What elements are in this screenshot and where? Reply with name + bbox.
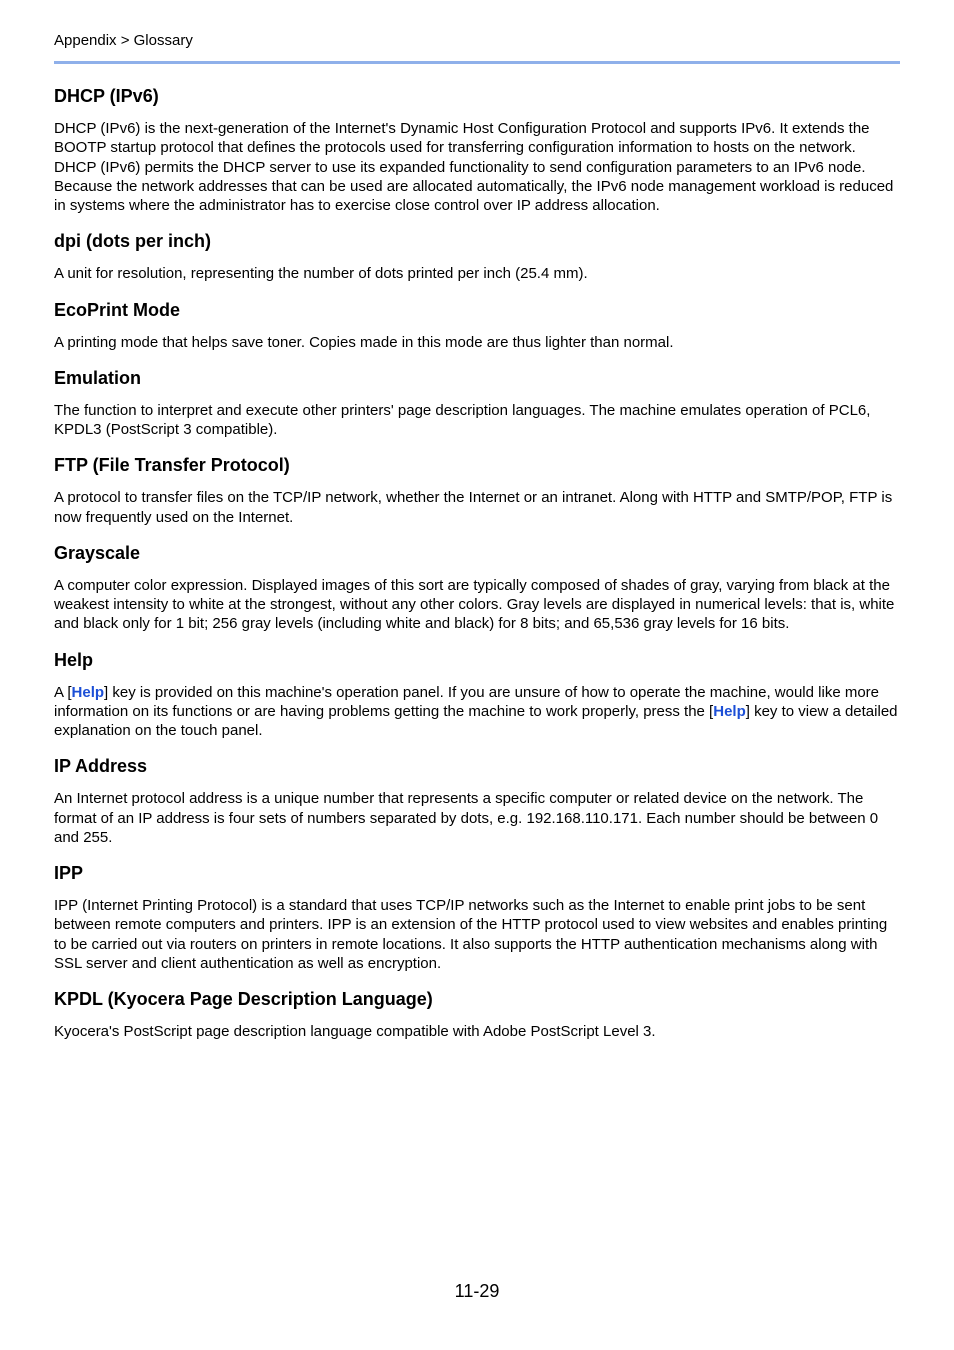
entry-term: Emulation	[54, 367, 142, 388]
entry-term: EcoPrint Mode	[54, 299, 181, 320]
header-divider	[54, 61, 900, 64]
entry-definition: A computer color expression. Displayed images of this sort are typically composed of shades of gray, varying from black at the weakest intensity to white at the strongest, without any other colors. Gray levels are displayed in numerical levels: that is, white and black only for 1 bit; 256 gray levels (including white and black) for 8 bits; and 65,536 gray levels for 16 bits.	[54, 576, 895, 633]
help-key-reference[interactable]: Help	[713, 702, 746, 720]
entry-term: IPP	[54, 863, 84, 883]
entry-definition: Kyocera's PostScript page description language compatible with Adobe PostScript Level 3.	[54, 1023, 656, 1040]
glossary-entry-ipp	[54, 861, 900, 973]
entry-definition: An Internet protocol address is a unique number that represents a specific computer or related device on the network. The format of an IP address is four sets of numbers separated by dots, e.g. 192.168.110.171. Each number should be between 0 and 255.	[54, 790, 879, 846]
entry-definition: IPP (Internet Printing Protocol) is a standard that uses TCP/IP networks such as the Internet to enable print jobs to be sent between remote computers and printers. IPP is an extension of the HTTP protocol used to view websites and enables printing to be carried out via routers on printers in remote locations. It also supports the HTTP authentication mechanisms along with SSL server and client authentication as well as encryption.	[54, 897, 888, 972]
glossary-content	[54, 84, 900, 1055]
entry-term: DHCP (IPv6)	[54, 86, 159, 106]
help-key-reference[interactable]: Help	[71, 683, 105, 701]
entry-definition: The function to interpret and execute other printers' page description languages. The machine emulates operation of PCL6, KPDL3 (PostScript 3 compatible).	[54, 401, 871, 438]
glossary-entry-help	[54, 648, 900, 741]
entry-term: Help	[54, 649, 94, 670]
glossary-entry-ftp	[54, 453, 900, 527]
entry-definition	[54, 683, 900, 741]
glossary-entry-grayscale	[54, 541, 900, 634]
definition-text: ] key is provided on this machine's operation panel. If you are unsure of how to operate the machine, would like more information on its functions or are having problems getting the machine to work properly, press the [	[54, 683, 879, 720]
entry-definition: A protocol to transfer files on the TCP/IP network, whether the Internet or an intranet. Along with HTTP and SMTP/POP, FTP is now frequently used on the Internet.	[54, 489, 893, 526]
entry-term: KPDL (Kyocera Page Description Language)	[54, 989, 433, 1009]
entry-term: FTP (File Transfer Protocol)	[54, 455, 290, 476]
glossary-entry-dpi	[54, 229, 900, 283]
definition-text: ] key to view a detailed explanation on the touch panel.	[54, 702, 898, 739]
page-number: 11-29	[454, 1281, 500, 1301]
breadcrumb: Appendix > Glossary	[54, 32, 193, 49]
entry-definition: A unit for resolution, representing the number of dots printed per inch (25.4 mm).	[54, 265, 588, 283]
definition-text: A [	[54, 683, 72, 701]
glossary-entry-kpdl	[54, 987, 900, 1041]
glossary-entry-dhcp-ipv6	[54, 84, 900, 215]
glossary-entry-ip-address	[54, 754, 900, 847]
entry-definition: A printing mode that helps save toner. Copies made in this mode are thus lighter than normal.	[54, 333, 674, 351]
entry-definition: DHCP (IPv6) is the next-generation of the Internet's Dynamic Host Configuration Protocol and supports IPv6. It extends the BOOTP startup protocol that defines the protocols used for transferring configuration information to hosts on the network. DHCP (IPv6) permits the DHCP server to use its expanded functionality to send configuration parameters to an IPv6 node. Because the network addresses that can be used are allocated automatically, the IPv6 node management workload is reduced in systems where the administrator has to exercise close control over IP address allocation.	[54, 120, 894, 214]
entry-term: Grayscale	[54, 542, 141, 563]
glossary-entry-emulation	[54, 366, 900, 440]
entry-term: dpi (dots per inch)	[54, 231, 211, 252]
entry-term: IP Address	[54, 756, 148, 777]
glossary-entry-ecoprint-mode	[54, 298, 900, 352]
